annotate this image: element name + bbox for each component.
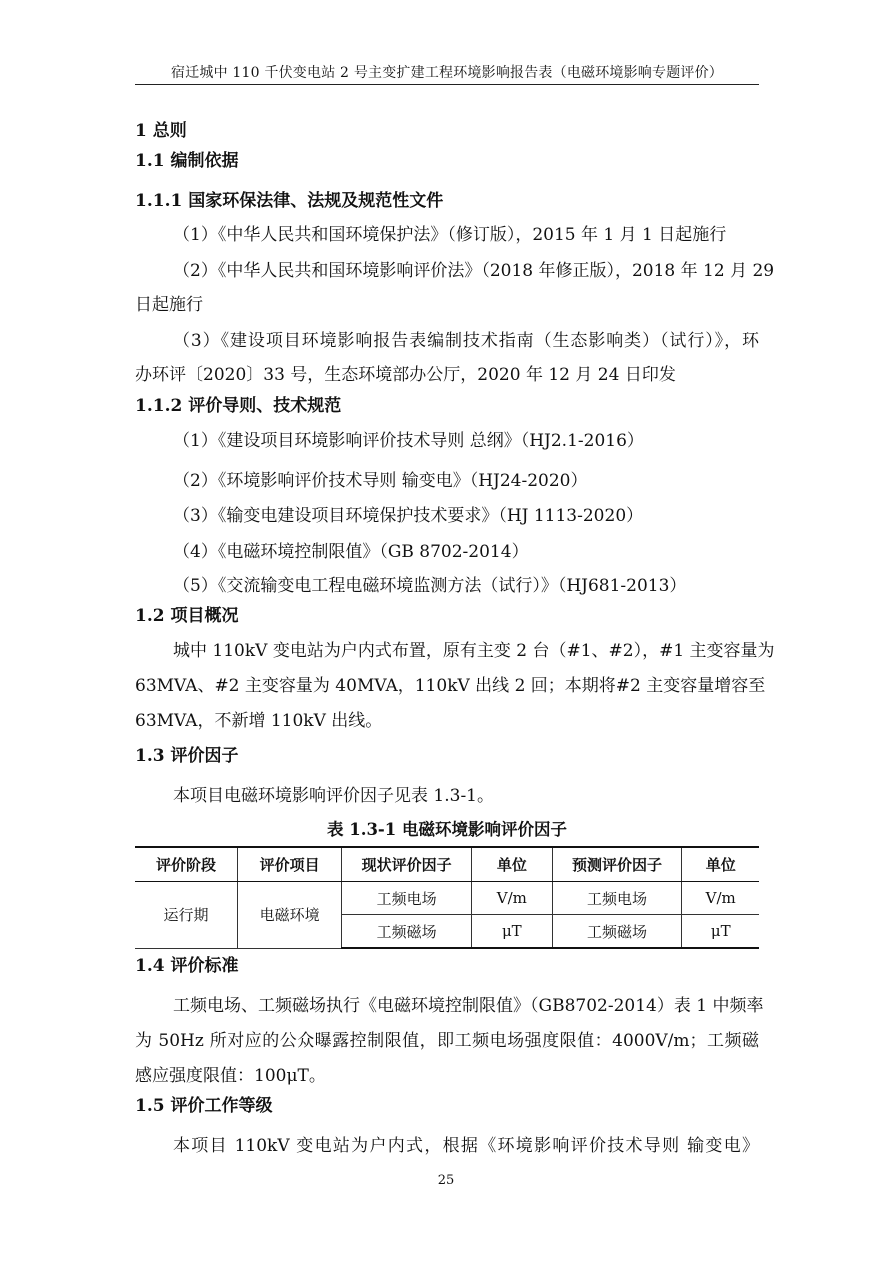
table-row: [135, 882, 759, 915]
cell-stage: 运行期: [135, 882, 238, 949]
evaluation-factor-table: [135, 846, 759, 949]
overview-line-3: 63MVA，不新增 110kV 出线。: [135, 711, 383, 731]
table-caption: 表 1.3-1 电磁环境影响评价因子: [326, 820, 568, 839]
cell-item: 电磁环境: [238, 882, 342, 949]
heading-1-1: 1.1 编制依据: [135, 151, 239, 171]
standard-line-1: 工频电场、工频磁场执行《电磁环境控制限值》（GB8702-2014）表 1 中频率: [173, 996, 764, 1016]
factor-intro: 本项目电磁环境影响评价因子见表 1.3-1。: [173, 786, 494, 806]
cell-predict-factor: 工频电场: [552, 882, 682, 915]
law-item-3-cont: 办环评〔2020〕33 号，生态环境部办公厅，2020 年 12 月 24 日印发: [135, 365, 676, 385]
cell-predict-factor: 工频磁场: [552, 915, 682, 949]
heading-1-2: 1.2 项目概况: [135, 606, 239, 626]
page-number: 25: [437, 1173, 455, 1188]
running-header: 宿迁城中 110 千伏变电站 2 号主变扩建工程环境影响报告表（电磁环境影响专题评价）: [170, 65, 724, 81]
header-rule: [135, 84, 759, 85]
col-header-predict-factor: 预测评价因子: [552, 847, 682, 882]
col-header-current-factor: 现状评价因子: [342, 847, 472, 882]
law-item-3: （3）《建设项目环境影响报告表编制技术指南（生态影响类）（试行）》，环: [173, 331, 759, 351]
cell-unit-2: μT: [682, 915, 759, 949]
col-header-item: 评价项目: [238, 847, 342, 882]
heading-1-1-2: 1.1.2 评价导则、技术规范: [135, 396, 342, 416]
guideline-item-2: （2）《环境影响评价技术导则 输变电》（HJ24-2020）: [173, 471, 588, 491]
guideline-item-4: （4）《电磁环境控制限值》（GB 8702-2014）: [173, 542, 529, 562]
law-item-1: （1）《中华人民共和国环境保护法》（修订版），2015 年 1 月 1 日起施行: [173, 225, 727, 245]
guideline-item-1: （1）《建设项目环境影响评价技术导则 总纲》（HJ2.1-2016）: [173, 431, 644, 451]
section-heading-1: 1 总则: [135, 121, 187, 141]
heading-1-5: 1.5 评价工作等级: [135, 1096, 273, 1116]
cell-current-factor: 工频磁场: [342, 915, 472, 949]
col-header-stage: 评价阶段: [135, 847, 238, 882]
cell-unit-2: V/m: [682, 882, 759, 915]
col-header-unit-2: 单位: [682, 847, 759, 882]
grade-line-1: 本项目 110kV 变电站为户内式，根据《环境影响评价技术导则 输变电》: [173, 1136, 759, 1156]
cell-unit: μT: [472, 915, 553, 949]
heading-1-4: 1.4 评价标准: [135, 956, 239, 976]
law-item-2: （2）《中华人民共和国环境影响评价法》（2018 年修正版），2018 年 12 月 29: [173, 261, 775, 281]
col-header-unit: 单位: [472, 847, 553, 882]
cell-current-factor: 工频电场: [342, 882, 472, 915]
heading-1-3: 1.3 评价因子: [135, 746, 239, 766]
heading-1-1-1: 1.1.1 国家环保法律、法规及规范性文件: [135, 191, 444, 211]
law-item-2-cont: 日起施行: [135, 295, 203, 315]
standard-line-3: 感应强度限值：100μT。: [135, 1066, 326, 1086]
standard-line-2: 为 50Hz 所对应的公众曝露控制限值，即工频电场强度限值：4000V/m；工频磁: [135, 1031, 759, 1051]
overview-line-1: 城中 110kV 变电站为户内式布置，原有主变 2 台（#1、#2），#1 主变容量为: [173, 641, 775, 661]
cell-unit: V/m: [472, 882, 553, 915]
guideline-item-5: （5）《交流输变电工程电磁环境监测方法（试行）》（HJ681-2013）: [173, 576, 687, 596]
guideline-item-3: （3）《输变电建设项目环境保护技术要求》（HJ 1113-2020）: [173, 506, 644, 526]
overview-line-2: 63MVA、#2 主变容量为 40MVA，110kV 出线 2 回；本期将#2 主变容量增容至: [135, 676, 766, 696]
